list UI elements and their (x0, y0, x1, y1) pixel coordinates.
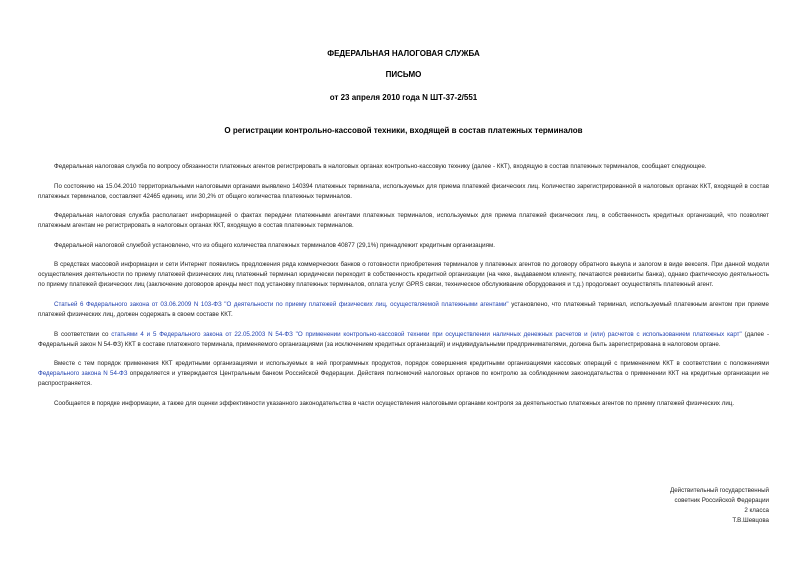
signatory-name: Т.В.Шевцова (732, 517, 769, 524)
document-subject: О регистрации контрольно-кассовой техники, входящей в состав платежных терминалов (224, 126, 583, 135)
signatory-rank-line-1: Действительный государственный (670, 487, 769, 494)
document-date-number: от 23 апреля 2010 года N ШТ-37-2/551 (329, 93, 478, 102)
law-103-fz-link[interactable]: Статьей 6 Федерального закона от 03.06.2009 N 103-ФЗ "О деятельности по приему платежей физических лиц, осуществляемой платежными агентами" (54, 300, 509, 308)
law-54-fz-articles-link[interactable]: статьями 4 и 5 Федерального закона от 22.05.2003 N 54-ФЗ "О применении контрольно-кассовой техники при осуществлении наличных денежных расчетов и (или) расчетов с использованием платежных карт" (111, 330, 742, 338)
agency-title: ФЕДЕРАЛЬНАЯ НАЛОГОВАЯ СЛУЖБА (327, 49, 480, 58)
paragraph-2: По состоянию на 15.04.2010 территориальными налоговыми органами выявлено 140394 платежных терминала, используемых для приема платежей физических лиц. Количество зарегистрированной в налоговых органах ККТ, входящей в состав платежных терминалов, составляет 42465 единиц, или 30,2% от общего количества платежных терминалов. (38, 182, 769, 200)
paragraph-4: Федеральной налоговой службой установлено, что из общего количества платежных терминалов 40877 (29,1%) принадлежит кредитным организациям. (54, 241, 495, 249)
paragraph-9: Сообщается в порядке информации, а также для оценки эффективности указанного законодательства в части осуществления налоговыми органами контроля за деятельностью платежных агентов по приему платежей физических лиц. (54, 399, 735, 407)
paragraph-8 (38, 359, 769, 389)
paragraph-5: В средствах массовой информации и сети Интернет появились предложения ряда коммерческих банков о готовности приобретения терминалов у платежных агентов по договору обратного выкупа и залогом в виде векселя. При данной модели осуществления деятельности по приему платежей физических лиц платежный терминал юридически переходит в собственность кредитной организации (на чеке, выдаваемом клиенту, печатаются реквизиты банка), однако фактическую деятельность по приему платежей физических лиц (заключение договоров аренды мест под установку платежных терминалов, оплата услуг GPRS связи, техническое обслуживание оборудования и т.д.) продолжает осуществлять платежный агент. (38, 261, 769, 289)
paragraph-1: Федеральная налоговая служба по вопросу обязанности платежных агентов регистрировать в налоговых органах контрольно-кассовую технику (далее - ККТ), входящую в состав платежных терминалов, сообщает следующее. (54, 163, 707, 170)
paragraph-8-text: определяется и утверждается Центральным банком Российской Федерации. Действия полномочий налоговых органов по контролю за соблюдением законодательства о применении ККТ на кредитные организации не распространяется. (38, 370, 770, 388)
signature-block (670, 486, 769, 526)
paragraph-3: Федеральная налоговая служба располагает информацией о фактах передачи платежными агентами платежных терминалов, используемых для приема платежей физических лиц, в собственность кредитных организаций, что позволяет платежным агентам не регистрировать в налоговых органах ККТ, входящую в состав платежных терминалов. (38, 212, 769, 230)
paragraph-7-lead: В соответствии со (54, 330, 112, 338)
paragraph-7 (38, 330, 769, 350)
letter-body (38, 162, 769, 409)
paragraph-7-text: (далее - Федеральный закон N 54-ФЗ) ККТ в составе платежного терминала, применяемого организациями (за исключением кредитных организаций) и индивидуальными предпринимателями, должна быть зарегистрирована в налоговом органе. (38, 330, 770, 348)
paragraph-6 (38, 300, 769, 320)
paragraph-8-lead: Вместе с тем порядок применения ККТ кредитными организациями и используемых в ней программных продуктов, порядок совершения кредитными организациями кассовых операций с применением ККТ в соответствии с положениями (54, 360, 769, 368)
signatory-rank-line-2: советник Российской Федерации (674, 497, 769, 504)
paragraph-6-text: установлено, что платежный терминал, используемый платежным агентом при приеме платежей физических лиц, должен содержать в своем составе ККТ. (38, 300, 769, 318)
signatory-class: 2 класса (744, 507, 769, 514)
document-type: ПИСЬМО (385, 70, 422, 79)
law-54-fz-link[interactable]: Федерального закона N 54-ФЗ (38, 370, 128, 378)
